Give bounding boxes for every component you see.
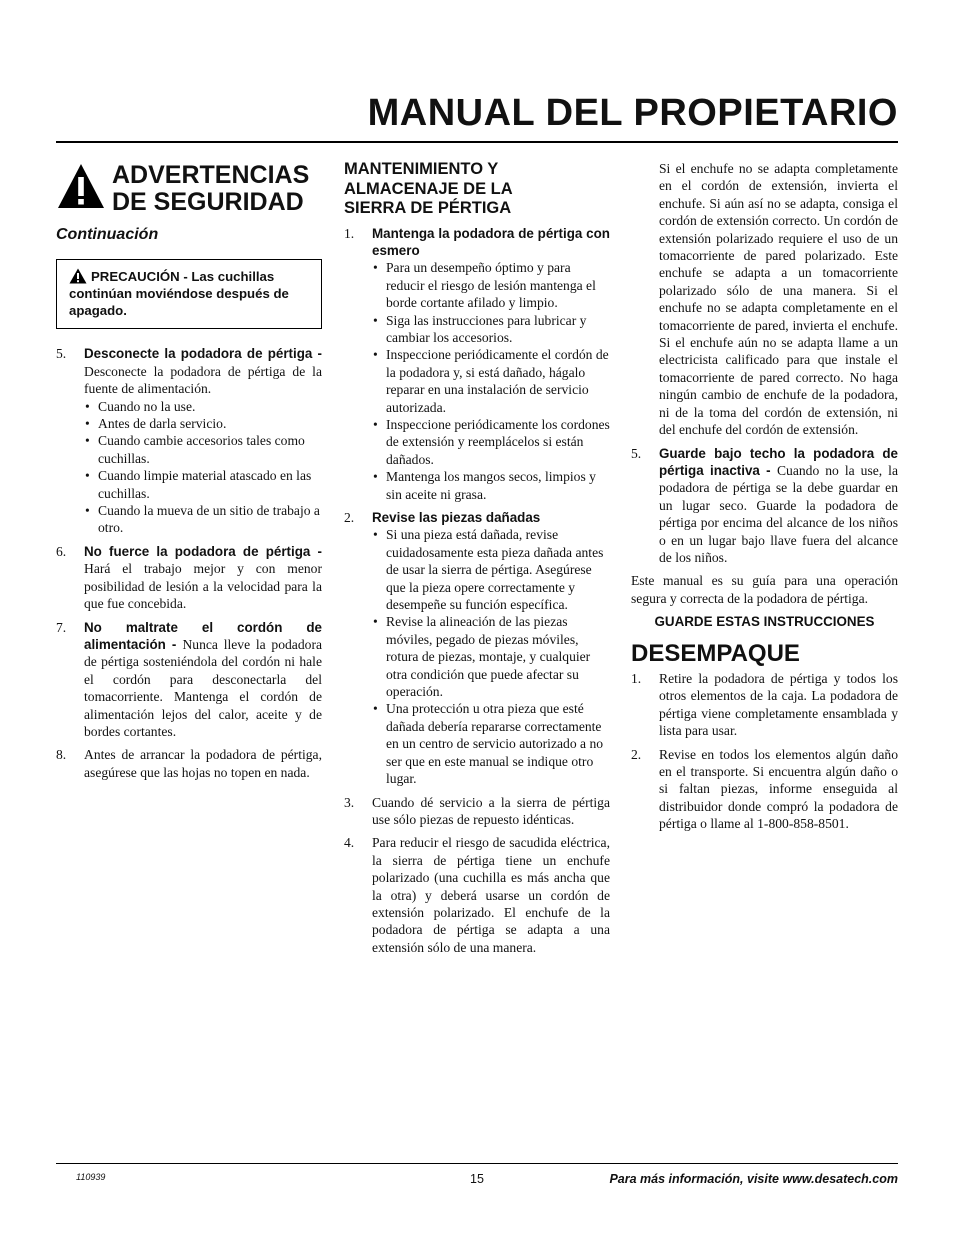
unpack-title: DESEMPAQUE bbox=[631, 639, 800, 667]
item-text: Revise en todos los elementos algún daño en el transporte. Si encuentra algún daño o si faltan piezas, informe enseguida al distribuidor donde compró la podadora de pértiga o llame al 1-800-858-8501. bbox=[659, 746, 898, 832]
page-title: MANUAL DEL PROPIETARIO bbox=[367, 92, 898, 134]
bullet-item: • Mantenga los mangos secos, limpios y sin aceite ni grasa. bbox=[372, 468, 610, 503]
item-heading: No fuerce la podadora de pértiga - bbox=[84, 543, 322, 559]
item-heading: No maltrate el cordón de alimentación - bbox=[84, 619, 322, 652]
warning-triangle-icon bbox=[56, 162, 106, 210]
continuation-subtitle: Continuación bbox=[56, 226, 159, 243]
caution-text: Las cuchillas continúan moviéndose después de apagado. bbox=[69, 269, 289, 319]
list-item bbox=[631, 670, 898, 740]
warnings-title-line1: ADVERTENCIAS bbox=[112, 161, 310, 189]
bullet-item: • Para un desempeño óptimo y para reducir el riesgo de lesión mantenga el borde cortante afilado y limpio. bbox=[372, 259, 610, 311]
title-line: MANTENIMIENTO Y bbox=[344, 160, 499, 178]
column-safety-warnings bbox=[56, 160, 322, 787]
caution-triangle-icon bbox=[69, 268, 87, 284]
bullet-item: • Antes de darla servicio. bbox=[84, 415, 322, 432]
item-text: Retire la podadora de pértiga y todos los otros elementos de la caja. La podadora de pértiga viene completamente ensamblada y lista para usar. bbox=[659, 670, 898, 739]
list-item bbox=[631, 445, 898, 567]
item-number: 3. bbox=[344, 794, 355, 810]
item-number: 2. bbox=[344, 510, 355, 525]
list-item bbox=[344, 834, 610, 956]
caution-box bbox=[56, 259, 322, 329]
item-heading: Mantenga la podadora de pértiga con esmero bbox=[372, 225, 610, 258]
title-line: SIERRA DE PÉRTIGA bbox=[344, 199, 512, 217]
item-heading: Revise las piezas dañadas bbox=[372, 510, 541, 525]
item-number: 5. bbox=[631, 445, 642, 461]
header-divider bbox=[56, 141, 898, 143]
list-item bbox=[56, 619, 322, 741]
bullet-item: • Cuando no la use. bbox=[84, 398, 322, 415]
bullet-item: • Inspeccione periódicamente los cordones de extensión y reemplácelos si están dañados. bbox=[372, 416, 610, 468]
unpack-list bbox=[631, 670, 898, 833]
item-text: Desconecte la podadora de pértiga de la fuente de alimentación. bbox=[84, 363, 322, 397]
item-text: Cuando dé servicio a la sierra de pértiga use sólo piezas de repuesto idénticas. bbox=[372, 794, 610, 827]
storage-list bbox=[631, 445, 898, 567]
bullet-item: • Cuando cambie accesorios tales como cuchillas. bbox=[84, 432, 322, 467]
item-text: Nunca lleve la podadora de pértiga sosteniéndola del cordón ni hale el cordón para desconectarla del tomacorriente. Mantenga el cordón de alimentación lejos del calor, aceite y de bordes cortantes. bbox=[84, 636, 322, 739]
maintenance-section-title bbox=[344, 160, 610, 219]
bullet-item: • Una protección u otra pieza que esté dañada debería repararse correctamente en un centro de servicio autorizado a no ser que en este manual se indique otro lugar. bbox=[372, 700, 610, 787]
list-item bbox=[56, 345, 322, 536]
warnings-heading bbox=[56, 162, 322, 216]
page-number: 15 bbox=[470, 1172, 484, 1186]
title-line: ALMACENAJE DE LA bbox=[344, 179, 513, 198]
bullet-list bbox=[372, 259, 610, 503]
keep-instructions: GUARDE ESTAS INSTRUCCIONES bbox=[654, 614, 875, 630]
item-number: 2. bbox=[631, 746, 642, 762]
item-number: 1. bbox=[344, 225, 355, 241]
bullet-item: • Cuando la mueva de un sitio de trabajo a otro. bbox=[84, 502, 322, 537]
item-text: Cuando no la use, la podadora de pértiga se la debe guardar en un lugar seco. Guarde la podadora de pértiga por encima del alcance de los niños o en un lugar bajo llave fuera del alcance de los niños. bbox=[659, 462, 898, 565]
item-text: Para reducir el riesgo de sacudida eléctrica, la sierra de pértiga tiene un enchufe polarizado (una cuchilla es más ancha que la otra) y deberá usarse un cordón de extensión polarizado. El enchufe de la podadora de pértiga se adapta a una extensión sólo de una manera. bbox=[372, 835, 610, 955]
caution-lead: PRECAUCIÓN - bbox=[91, 269, 192, 285]
column-continued-unpack bbox=[631, 160, 898, 839]
bullet-item: • Siga las instrucciones para lubricar y cambiar los accesorios. bbox=[372, 312, 610, 347]
footer-divider bbox=[56, 1163, 898, 1164]
list-item bbox=[56, 746, 322, 781]
bullet-item: • Si una pieza está dañada, revise cuidadosamente esta pieza dañada antes de usar la sierra de pértiga. Asegúrese que la pieza opere correctamente y desempeñe su función específica. bbox=[372, 526, 610, 613]
item-number: 6. bbox=[56, 543, 67, 559]
column-maintenance bbox=[344, 160, 610, 962]
bullet-list bbox=[372, 526, 610, 787]
list-item bbox=[631, 746, 898, 833]
item-text: Hará el trabajo mejor y con menor posibilidad de lesión a la velocidad para la que fue concebida. bbox=[84, 561, 322, 612]
document-code: 110939 bbox=[76, 1172, 106, 1182]
footer-website: Para más información, visite www.desatech.com bbox=[609, 1172, 898, 1186]
item-heading: Guarde bajo techo la podadora de pértiga inactiva - bbox=[659, 445, 898, 478]
list-item bbox=[344, 509, 610, 788]
bullet-item: • Revise la alineación de las piezas móviles, pegado de piezas móviles, rotura de piezas, montaje, y cualquier otra condición que puede afectar su operación. bbox=[372, 613, 610, 700]
item-number: 7. bbox=[56, 619, 67, 635]
bullet-item: • Inspeccione periódicamente el cordón de la podadora y, si está dañado, hágalo reparar en una instalación de servicio autorizada. bbox=[372, 346, 610, 416]
safety-list bbox=[56, 345, 322, 781]
item-heading: Desconecte la podadora de pértiga - bbox=[84, 346, 322, 362]
list-item bbox=[344, 225, 610, 504]
item-number: 1. bbox=[631, 670, 642, 686]
item-text: Antes de arrancar la podadora de pértiga, asegúrese que las hojas no topen en nada. bbox=[84, 747, 322, 780]
bullet-item: • Cuando limpie material atascado en las cuchillas. bbox=[84, 467, 322, 502]
list-item bbox=[56, 543, 322, 613]
list-item bbox=[344, 794, 610, 829]
item-number: 5. bbox=[56, 346, 67, 362]
continued-paragraph: Si el enchufe no se adapta completamente en el cordón de extensión, invierta el enchufe. Si aún así no se adapta, consiga el cordón de extensión correcto. Un cordón de extensión polarizado requiere el uso de un tomacorriente de pared polarizado. Este enchufe se adapta a un tomacorriente polarizado sólo de una manera. Si el enchufe no se adapta completamente en el tomacorriente de pared, invierta el enchufe. Si el enchufe aún no se adapta llame a un electricista calificado para que instale el tomacorriente de pared correcto. No haga ningún cambio de enchufe de la podadora, ni de la toma del cordón de extensión, ni del enchufe del cordón de extensión. bbox=[659, 161, 898, 438]
item-number: 8. bbox=[56, 747, 67, 763]
closing-paragraph: Este manual es su guía para una operación segura y correcta de la podadora de pértiga. bbox=[631, 573, 898, 606]
continued-paragraph-wrap bbox=[631, 160, 898, 439]
bullet-list bbox=[84, 398, 322, 537]
warnings-title-line2: DE SEGURIDAD bbox=[112, 188, 304, 216]
item-number: 4. bbox=[344, 835, 355, 851]
maintenance-list bbox=[344, 225, 610, 957]
